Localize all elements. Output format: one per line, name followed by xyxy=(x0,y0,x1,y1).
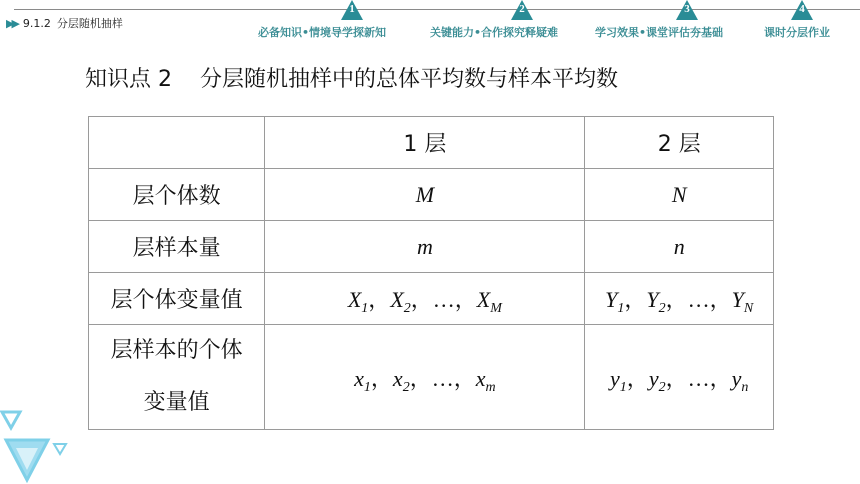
nav-label: 必备知识•情境导学探新知 xyxy=(258,26,387,39)
breadcrumb xyxy=(6,15,123,31)
table-cell: $X_1$，$X_2$，…，$X_M$ xyxy=(265,273,585,325)
breadcrumb-section: 9.1.2 xyxy=(22,16,51,30)
table-header-cell: 2 层 xyxy=(585,117,774,169)
nav-label: 课时分层作业 xyxy=(764,26,830,39)
table-header-cell: 1 层 xyxy=(265,117,585,169)
nav-number: 1 xyxy=(349,3,355,15)
nav-number: 2 xyxy=(519,3,525,15)
top-navigation-bar xyxy=(0,0,860,44)
cyan-triangles-icon xyxy=(0,408,80,484)
teal-triangle-icon xyxy=(791,0,813,20)
table-header-cell xyxy=(89,117,265,169)
row-label-cell: 层样本量 xyxy=(89,221,265,273)
table-row xyxy=(89,221,774,273)
row-label-cell: 层个体变量值 xyxy=(89,273,265,325)
table-cell: $x_1$，$x_2$，…，$x_m$ xyxy=(265,325,585,430)
table-cell: n xyxy=(585,221,774,273)
table-row xyxy=(89,325,774,430)
table-header-row xyxy=(89,117,774,169)
teal-triangle-icon xyxy=(676,0,698,20)
table-cell: M xyxy=(265,169,585,221)
breadcrumb-title: 分层随机抽样 xyxy=(56,17,123,30)
nav-number: 3 xyxy=(684,3,690,15)
row-label-cell: 层样本的个体 变量值 xyxy=(89,325,265,430)
nav-item-necessary-knowledge[interactable] xyxy=(258,0,386,40)
nav-label: 学习效果•课堂评估夯基础 xyxy=(595,26,724,39)
stratified-sampling-table xyxy=(88,116,774,430)
nav-item-key-ability[interactable] xyxy=(430,0,558,40)
table-row xyxy=(89,169,774,221)
table-cell: m xyxy=(265,221,585,273)
table-cell: $Y_1$，$Y_2$，…，$Y_N$ xyxy=(585,273,774,325)
knowledge-point-title: 分层随机抽样中的总体平均数与样本平均数 xyxy=(200,67,619,92)
table-cell: N xyxy=(585,169,774,221)
nav-item-learning-effect[interactable] xyxy=(595,0,723,40)
nav-label: 关键能力•合作探究释疑难 xyxy=(430,26,559,39)
table-row xyxy=(89,273,774,325)
nav-item-homework[interactable] xyxy=(764,0,830,40)
teal-triangle-icon xyxy=(341,0,363,20)
nav-number: 4 xyxy=(799,3,805,15)
double-arrow-right-icon: ▶▶ xyxy=(6,16,17,30)
teal-triangle-icon xyxy=(511,0,533,20)
knowledge-point-number: 知识点 2 xyxy=(85,67,172,92)
table-cell: $y_1$，$y_2$，…，$y_n$ xyxy=(585,325,774,430)
row-label-cell: 层个体数 xyxy=(89,169,265,221)
page-title xyxy=(85,62,618,93)
